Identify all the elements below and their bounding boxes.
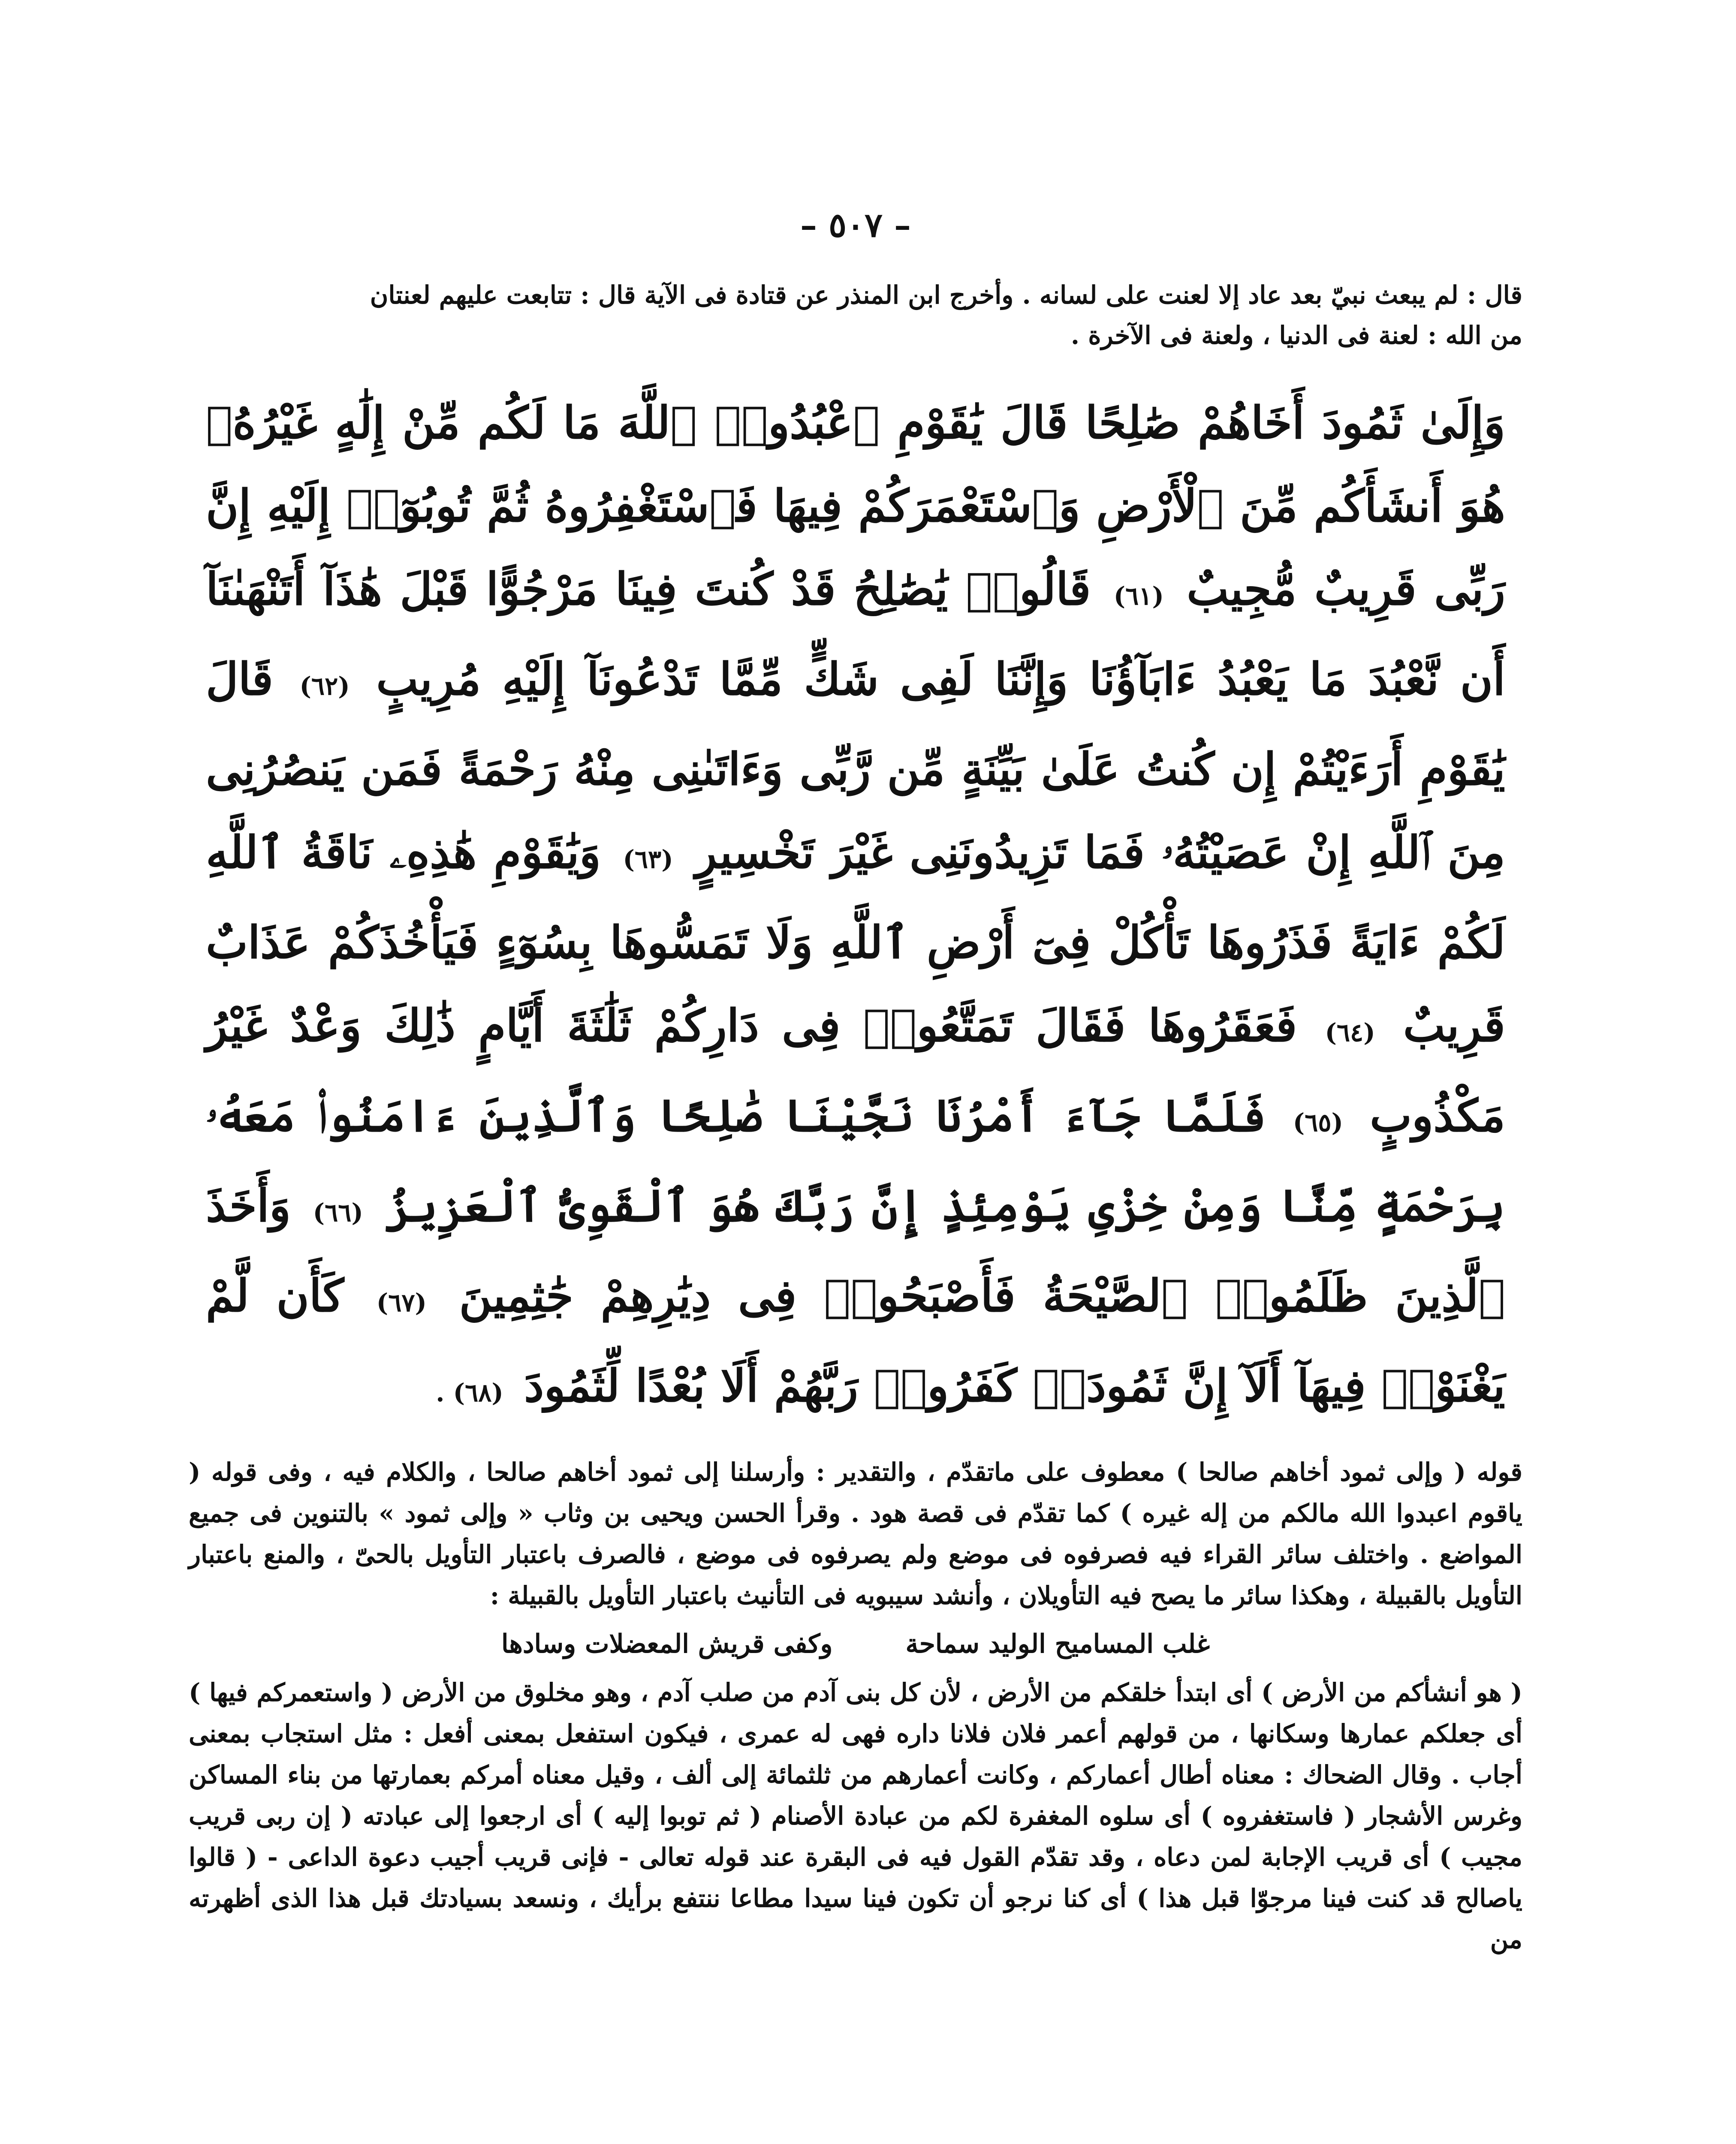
verse-68-text: كَأَن لَّمْ يَغْنَوْا۟ فِيهَآ أَلَآ إِنَّ ثَمُودَا۟ كَفَرُوا۟ رَبَّهُمْ أَلَا بُعْدًا لِّثَمُودَ	[206, 1269, 1505, 1412]
verse-61-number: (٦١)	[1113, 581, 1164, 611]
poem-hemistich-1: غلب المساميح الوليد سماحة	[905, 1629, 1210, 1659]
commentary-paragraph-1: قوله ( وإلى ثمود أخاهم صالحا ) معطوف على ماتقدّم ، والتقدير : وأرسلنا إلى ثمود أخاهم صالحا ، والكلام فيه ، وفى قوله ( ياقوم اعبدوا الله مالكم من إله غيره ) كما تقدّم فى قصة هود . وقرأ الحسن ويحيى بن وثاب « وإلى ثمود » بالتنوين فى جميع المواضع . واختلف سائر القراء فيه فصرفوه فى موضع ولم يصرفوه فى موضع ، فالصرف باعتبار التأويل بالحىّ ، والمنع باعتبار التأويل بالقبيلة ، وهكذا سائر ما يصح فيه التأويلان ، وأنشد سيبويه فى التأنيث باعتبار التأويل بالقبيلة :	[189, 1457, 1522, 1610]
verse-62-text: قَالُوا۟ يَٰصَٰلِحُ قَدْ كُنتَ فِينَا مَرْجُوًّا قَبْلَ هَٰذَآ أَتَنْهَىٰنَآ أَن نَّعْبُدَ مَا يَعْبُدُ ءَابَآؤُنَا وَإِنَّنَا لَفِى شَكٍّ مِّمَّا تَدْعُونَآ إِلَيْهِ مُرِيبٍ	[206, 563, 1505, 705]
commentary	[189, 1451, 1522, 1960]
verse-65-number: (٦٥)	[1293, 1108, 1343, 1137]
intro-paragraph	[189, 275, 1522, 355]
verse-64-text: وَيَٰقَوْمِ هَٰذِهِۦ نَاقَةُ ٱللَّهِ لَكُمْ ءَايَةً فَذَرُوهَا تَأْكُلْ فِىٓ أَرْضِ ٱللَّهِ وَلَا تَمَسُّوهَا بِسُوٓءٍ فَيَأْخُذَكُمْ عَذَابٌ قَرِيبٌ	[206, 826, 1505, 1052]
intro-line-1: قال : لم يبعث نبيّ بعد عاد إلا لعنت على لسانه . وأخرج ابن المنذر عن قتادة فى الآية قال : تتابعت عليهم لعنتان	[370, 280, 1522, 310]
verse-67-text: وَأَخَذَ ٱلَّذِينَ ظَلَمُوا۟ ٱلصَّيْحَةُ فَأَصْبَحُوا۟ فِى دِيَٰرِهِمْ جَٰثِمِينَ	[206, 1179, 1505, 1322]
verse-61-text: وَإِلَىٰ ثَمُودَ أَخَاهُمْ صَٰلِحًا قَالَ يَٰقَوْمِ ٱعْبُدُوا۟ ٱللَّهَ مَا لَكُم مِّنْ إِلَٰهٍ غَيْرُهُۥ هُوَ أَنشَأَكُم مِّنَ ٱلْأَرْضِ وَٱسْتَعْمَرَكُمْ فِيهَا فَٱسْتَغْفِرُوهُ ثُمَّ تُوبُوٓا۟ إِلَيْهِ إِنَّ رَبِّى قَرِيبٌ مُّجِيبٌ	[206, 396, 1505, 615]
commentary-paragraph-2: ( هو أنشأكم من الأرض ) أى ابتدأ خلقكم من الأرض ، لأن كل بنى آدم من صلب آدم ، وهو مخلوق من الأرض ( واستعمركم فيها ) أى جعلكم عمارها وسكانها ، من قولهم أعمر فلان فلانا داره فهى له عمرى ، فيكون استفعل بمعنى أفعل : مثل استجاب بمعنى أجاب . وقال الضحاك : معناه أطال أعماركم ، وكانت أعمارهم من ثلثمائة إلى ألف ، وقيل معناه أمركم بعمارتها من بناء المساكن وغرس الأشجار ( فاستغفروه ) أى سلوه المغفرة لكم من عبادة الأصنام ( ثم توبوا إليه ) أى ارجعوا إلى عبادته ( إن ربى قريب مجيب ) أى قريب الإجابة لمن دعاه ، وقد تقدّم القول فيه فى البقرة عند قوله تعالى - فإنى قريب أجيب دعوة الداعى - ( قالوا ياصالح قد كنت فينا مرجوّا قبل هذا ) أى كنا نرجو أن تكون فينا سيدا مطاعا ننتفع برأيك ، ونسعد بسيادتك قبل هذا الذى أظهرته من	[189, 1678, 1523, 1954]
page-number: – ٥٠٧ –	[800, 206, 911, 245]
verse-63-number: (٦٣)	[623, 845, 673, 874]
verse-66-text: فَلَمَّا جَآءَ أَمْرُنَا نَجَّيْنَا صَٰلِحًا وَٱلَّذِينَ ءَامَنُوا۟ مَعَهُۥ بِرَحْمَةٍ مِّنَّا وَمِنْ خِزْىِ يَوْمِئِذٍ إِنَّ رَبَّكَ هُوَ ٱلْقَوِىُّ ٱلْعَزِيزُ	[206, 1089, 1505, 1232]
verse-67-number: (٦٧)	[376, 1288, 427, 1317]
verse-63-text: قَالَ يَٰقَوْمِ أَرَءَيْتُمْ إِن كُنتُ عَلَىٰ بَيِّنَةٍ مِّن رَّبِّى وَءَاتَىٰنِى مِنْهُ رَحْمَةً فَمَن يَنصُرُنِى مِنَ ٱللَّهِ إِنْ عَصَيْتُهُۥ فَمَا تَزِيدُونَنِى غَيْرَ تَخْسِيرٍ	[206, 653, 1505, 879]
verse-68-number: (٦٨) .	[436, 1378, 503, 1407]
intro-line-2: من الله : لعنة فى الدنيا ، ولعنة فى الآخرة .	[1070, 321, 1522, 350]
poem-hemistich-2: وكفى قريش المعضلات وسادها	[501, 1629, 833, 1659]
verse-65-text: فَعَقَرُوهَا فَقَالَ تَمَتَّعُوا۟ فِى دَارِكُمْ ثَلَٰثَةَ أَيَّامٍ ذَٰلِكَ وَعْدٌ غَيْرُ مَكْذُوبٍ	[206, 999, 1505, 1142]
page	[189, 206, 1522, 1960]
poem-verse	[189, 1620, 1522, 1668]
quran-verses	[189, 381, 1522, 1434]
verse-66-number: (٦٦)	[313, 1198, 363, 1227]
verse-64-number: (٦٤)	[1325, 1018, 1375, 1047]
verse-62-number: (٦٢)	[299, 672, 350, 701]
